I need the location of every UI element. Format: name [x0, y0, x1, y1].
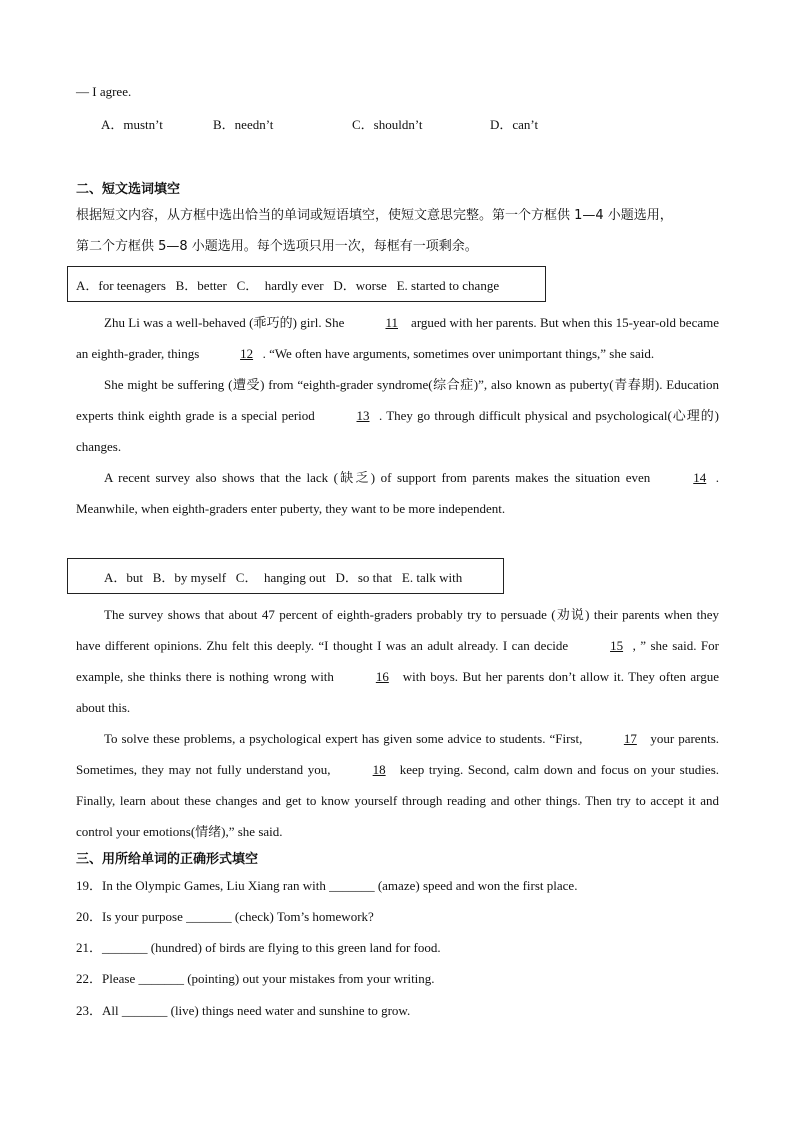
word-box-1 [67, 266, 546, 302]
paragraph-3: A recent survey also shows that the lack (缺乏) of support from parents makes the situation even 14 . Meanwhile, when eighth-graders enter puberty, they want to be more independent. [76, 462, 719, 524]
paragraph-5: To solve these problems, a psychological expert has given some advice to students. “First, 17 your parents. Sometimes, they may not fully understand you, 18 keep trying. Second, calm down and focus on your studies. Finally, learn about these changes and get to know yourself through reading and other things. Then try to accept it and control your emotions(情绪),” she said. [76, 723, 719, 847]
option-a: A．mustn’t [101, 117, 163, 132]
blank-18: 18 [372, 762, 386, 777]
blank-17: 17 [623, 731, 637, 746]
section2-heading: 二、短文选词填空 [76, 182, 181, 197]
word-box-2-text: A．but B．by myself C． hanging out D．so that E. talk with [104, 569, 463, 585]
question-20: 20．Is your purpose _______ (check) Tom’s homework? [76, 909, 374, 924]
section2-instruction-2: 第二个方框供 5—8 小题选用。每个选项只用一次，每框有一项剩余。 [76, 239, 478, 254]
passage-part-2 [76, 599, 719, 847]
question-22: 22．Please _______ (pointing) out your mistakes from your writing. [76, 971, 435, 986]
blank-16: 16 [375, 669, 389, 684]
question-19: 19．In the Olympic Games, Liu Xiang ran with _______ (amaze) speed and won the first place. [76, 878, 578, 893]
section3-heading: 三、用所给单词的正确形式填空 [76, 852, 259, 867]
option-d: D．can’t [490, 117, 539, 132]
blank-13: 13 [356, 408, 370, 423]
word-box-1-text: A．for teenagers B．better C． hardly ever D．worse E. started to change [76, 277, 500, 293]
blank-15: 15 [610, 638, 624, 653]
option-b: B．needn’t [213, 117, 274, 132]
option-c: C．shouldn’t [352, 117, 423, 132]
paragraph-1: Zhu Li was a well-behaved (乖巧的) girl. She 11 argued with her parents. But when this 15-year-old became an eighth-grader, things 12 . “We often have arguments, sometimes over unimportant things,” she said. [76, 307, 719, 369]
question-21: 21．_______ (hundred) of birds are flying to this green land for food. [76, 940, 441, 955]
blank-12: 12 [240, 346, 254, 361]
blank-11: 11 [385, 315, 398, 330]
section2-instruction-1: 根据短文内容，从方框中选出恰当的单词或短语填空，使短文意思完整。第一个方框供 1—4 小题选用， [76, 208, 673, 223]
word-box-2 [67, 558, 504, 594]
paragraph-2: She might be suffering (遭受) from “eighth-grader syndrome(综合症)”, also known as puberty(青春期). Education experts think eighth grade is a special period 13 . They go through difficult physical and psychological(心理的) changes. [76, 377, 719, 454]
blank-14: 14 [693, 470, 707, 485]
question-23: 23．All _______ (live) things need water and sunshine to grow. [76, 1003, 411, 1018]
passage-part-1 [76, 307, 719, 524]
paragraph-4: The survey shows that about 47 percent of eighth-graders probably try to persuade (劝说) their parents when they have different opinions. Zhu felt this deeply. “I thought I was an adult already. I can decide 15 , ” she said. For example, she thinks there is nothing wrong with 16 with boys. But her parents don’t allow it. They often argue about this. [76, 607, 719, 715]
dialog-line: — I agree. [76, 84, 132, 99]
